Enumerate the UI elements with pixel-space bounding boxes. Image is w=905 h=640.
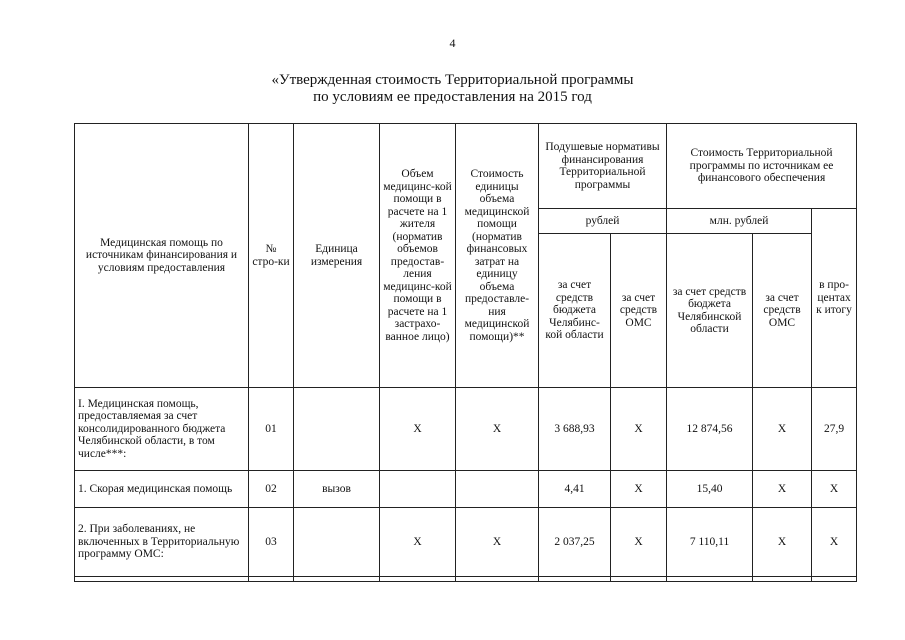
row-cost-oms: Х (753, 471, 812, 508)
header-unit-cost: Стоимость единицы объема медицинской помощи (норматив финансовых затрат на единицу объема предоставле-ния медицинской помощи)** (456, 124, 539, 388)
row-pc-budget: 4,41 (539, 471, 611, 508)
header-unit: Единица измерения (294, 124, 380, 388)
continuation-cell (539, 577, 611, 582)
title-line-1: «Утвержденная стоимость Территориальной программы (271, 72, 634, 88)
header-care: Медицинская помощь по источникам финансирования и условиям предоставления (75, 124, 249, 388)
continuation-cell (611, 577, 667, 582)
row-unit: вызов (294, 471, 380, 508)
header-percent: в про-центах к итогу (812, 209, 857, 388)
row-percent: Х (812, 508, 857, 577)
header-cost-by-source: Стоимость Территориальной программы по источникам ее финансового обеспечения (667, 124, 857, 209)
row-pc-oms: Х (611, 388, 667, 471)
header-oms: за счет средств ОМС (611, 234, 667, 388)
continuation-cell (294, 577, 380, 582)
header-budget-mln: за счет средств бюджета Челябинской области (667, 234, 753, 388)
table-row (75, 471, 857, 508)
continuation-cell (456, 577, 539, 582)
row-no: 02 (249, 471, 294, 508)
header-line-no: № стро-ки (249, 124, 294, 388)
document-title (0, 72, 905, 106)
row-cost-budget: 12 874,56 (667, 388, 753, 471)
row-cost-oms: Х (753, 388, 812, 471)
row-pc-oms: Х (611, 508, 667, 577)
header-mln-rubles: млн. рублей (667, 209, 812, 234)
row-unit-cost: Х (456, 388, 539, 471)
row-unit (294, 388, 380, 471)
row-pc-budget: 3 688,93 (539, 388, 611, 471)
row-cost-budget: 7 110,11 (667, 508, 753, 577)
row-unit-cost: Х (456, 508, 539, 577)
row-name: 1. Скорая медицинская помощь (75, 471, 249, 508)
continuation-cell (380, 577, 456, 582)
row-percent: 27,9 (812, 388, 857, 471)
header-per-capita: Подушевые нормативы финансирования Территориальной программы (539, 124, 667, 209)
row-no: 01 (249, 388, 294, 471)
row-no: 03 (249, 508, 294, 577)
row-unit-cost (456, 471, 539, 508)
header-oms-mln: за счет средств ОМС (753, 234, 812, 388)
continuation-cell (753, 577, 812, 582)
row-volume (380, 471, 456, 508)
row-volume: Х (380, 388, 456, 471)
table-row (75, 508, 857, 577)
table-continuation-row (75, 577, 857, 582)
continuation-cell (667, 577, 753, 582)
row-percent: Х (812, 471, 857, 508)
title-line-2: по условиям ее предоставления на 2015 год (313, 89, 592, 105)
header-budget: за счет средств бюджета Челябинс-кой области (539, 234, 611, 388)
page-number: 4 (449, 36, 456, 50)
continuation-cell (249, 577, 294, 582)
row-volume: Х (380, 508, 456, 577)
row-cost-oms: Х (753, 508, 812, 577)
header-rubles: рублей (539, 209, 667, 234)
continuation-cell (75, 577, 249, 582)
row-name: 2. При заболеваниях, не включенных в Территориальную программу ОМС: (75, 508, 249, 577)
header-volume: Объем медицинс-кой помощи в расчете на 1 жителя (норматив объемов предостав-ления медицинс-кой помощи в расчете на 1 застрахо-ванное лицо) (380, 124, 456, 388)
row-name: I. Медицинская помощь, предоставляемая за счет консолидированного бюджета Челябинской области, в том числе***: (75, 388, 249, 471)
table-row (75, 388, 857, 471)
row-cost-budget: 15,40 (667, 471, 753, 508)
continuation-cell (812, 577, 857, 582)
cost-table (74, 123, 857, 582)
row-pc-budget: 2 037,25 (539, 508, 611, 577)
row-unit (294, 508, 380, 577)
row-pc-oms: Х (611, 471, 667, 508)
